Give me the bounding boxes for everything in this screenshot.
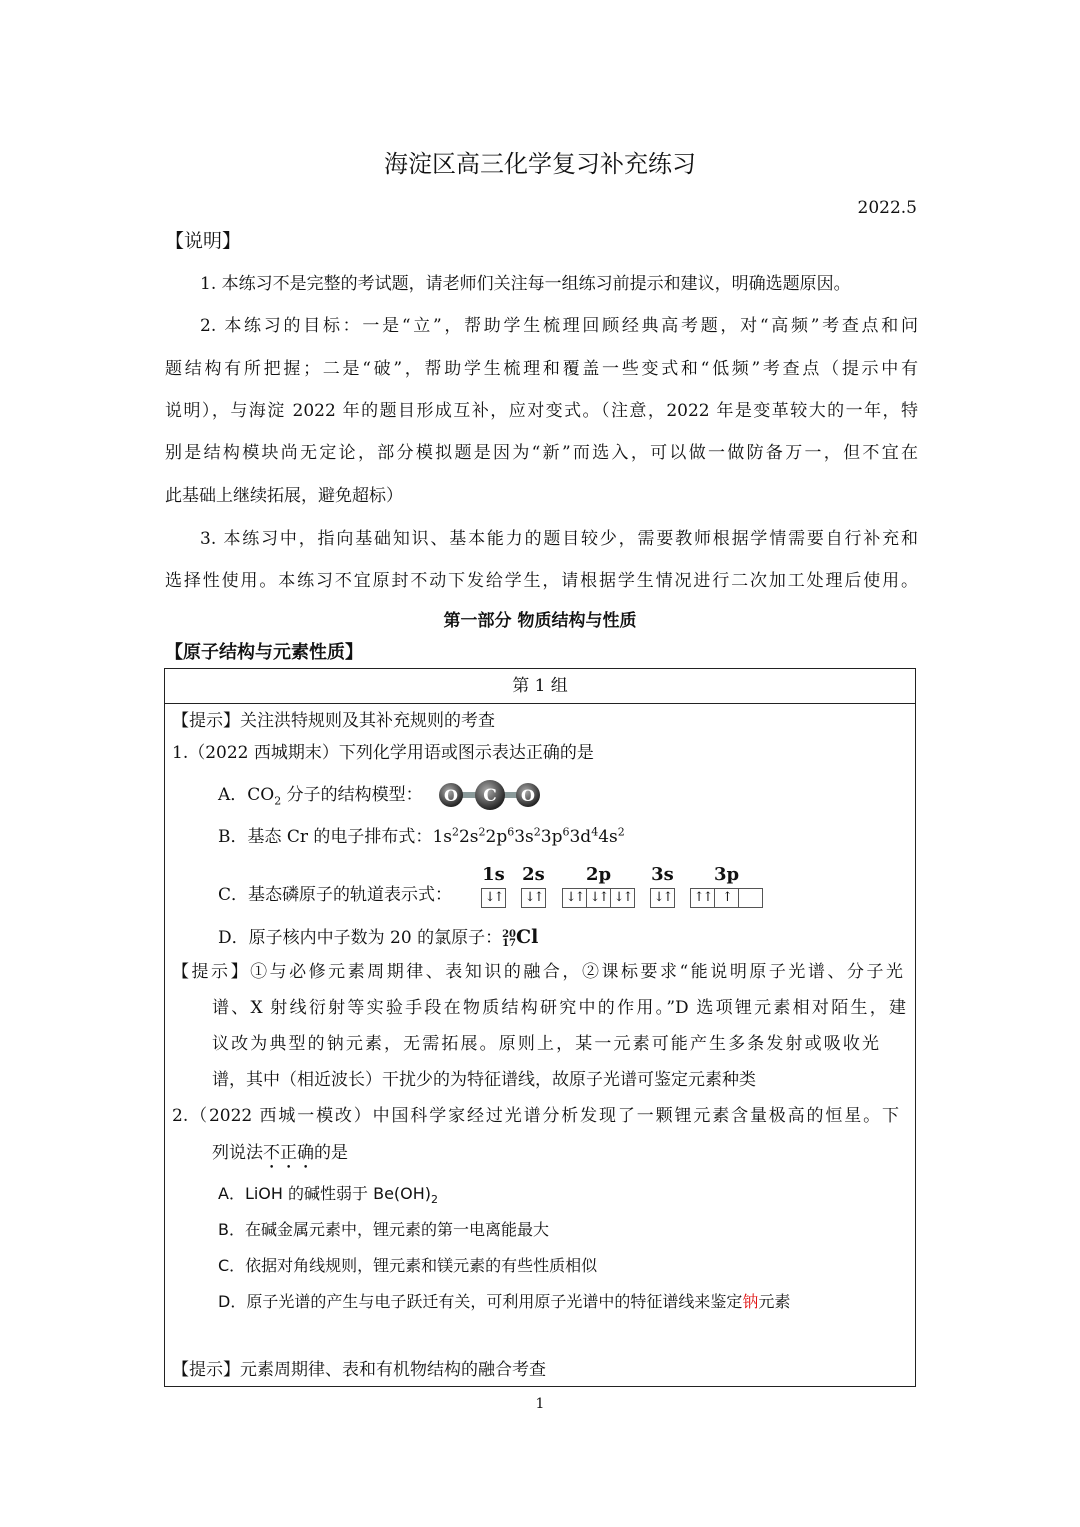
hint-line: 议改为典型的钠元素，无需拓展。原则上，某一元素可能产生多条发射或吸收光 (212, 1034, 879, 1054)
orbital-box: ↓↑ (610, 888, 635, 908)
part-heading: 第一部分 物质结构与性质 (443, 611, 637, 631)
co2-model-image (436, 779, 546, 811)
orbital-box (738, 888, 763, 908)
orbital-label: 3s (651, 864, 674, 885)
subshell: 1s (432, 827, 452, 847)
orbital-group (563, 888, 635, 908)
electron-count: 6 (562, 825, 570, 839)
option-b: B．在碱金属元素中，锂元素的第一电离能最大 (218, 1220, 549, 1239)
hint: 【提示】元素周期律、表和有机物结构的融合考查 (172, 1360, 546, 1380)
subshell: 3s (514, 827, 534, 847)
subshell: 3p (540, 827, 563, 847)
atom-label: O (444, 786, 458, 805)
question-stem: 1.（2022 西城期末）下列化学用语或图示表达正确的是 (172, 743, 594, 763)
note-line: 1. 本练习不是完整的考试题，请老师们关注每一组练习前提示和建议，明确选题原因。 (200, 274, 851, 294)
group-label: 第 1 组 (165, 669, 915, 704)
orbital-label: 3p (713, 864, 740, 885)
orbital-box: ↓↑ (650, 888, 675, 908)
orbital-group (482, 888, 506, 908)
orbital-group (691, 888, 763, 908)
note-line: 说明），与海淀 2022 年的题目形成互补，应对变式。（注意，2022 年是变革较大的一年，特 (165, 401, 918, 421)
orbital-box: ↓↑ (586, 888, 611, 908)
note-line: 3. 本练习中，指向基础知识、基本能力的题目较少，需要教师根据学情需要自行补充和 (200, 529, 918, 549)
orbital-box: ↓↑ (521, 888, 546, 908)
note-line: 选择性使用。本练习不宜原封不动下发给学生，请根据学生情况进行二次加工处理后使用。 (165, 571, 918, 591)
orbital-box: ↑ (714, 888, 739, 908)
orbital-box: ↓↑ (562, 888, 587, 908)
option-a: A．$CO_2$ 分子的结构模型： (218, 785, 423, 808)
atom-label: C (483, 786, 497, 806)
option-d: D．原子核内中子数为 20 的氯原子：20 17Cl (218, 926, 539, 949)
question-stem: 2.（2022 西城一模改）中国科学家经过光谱分析发现了一颗锂元素含量极高的恒星。下 (172, 1106, 899, 1126)
document-title: 海淀区高三化学复习补充练习 (384, 150, 696, 178)
orbital-label: 2s (522, 864, 545, 885)
date: 2022.5 (857, 198, 917, 218)
group-table (164, 668, 916, 1387)
note-line: 题结构有所把握；二是“破”，帮助学生梳理和覆盖一些变式和“低频”考查点（提示中有 (165, 359, 918, 379)
subshell: 3d (569, 827, 592, 847)
page-number: 1 (535, 1396, 545, 1412)
note-line: 此基础上继续拓展，避免超标） (165, 486, 403, 506)
electron-config (432, 827, 624, 847)
hint-line: 谱，其中（相近波长）干扰少的为特征谱线，故原子光谱可鉴定元素种类 (212, 1070, 756, 1090)
note-line: 别是结构模块尚无定论，部分模拟题是因为“新”而选入，可以做一做防备万一，但不宜在 (165, 443, 918, 463)
option-c: C．基态磷原子的轨道表示式： (218, 885, 453, 905)
question-stem-cont: 列说法不正确的是 (212, 1143, 348, 1163)
electron-count: 2 (533, 825, 541, 839)
atom-label: O (521, 786, 535, 805)
subshell: 2p (485, 827, 508, 847)
hint: 【提示】关注洪特规则及其补充规则的考查 (172, 711, 495, 731)
orbital-label: 1s (482, 864, 505, 885)
orbital-group (522, 888, 546, 908)
electron-count: 2 (617, 825, 625, 839)
electron-count: 2 (451, 825, 459, 839)
note-heading: 【说明】 (165, 230, 242, 252)
option-c: C．依据对角线规则，锂元素和镁元素的有些性质相似 (218, 1256, 598, 1275)
electron-count: 4 (591, 825, 599, 839)
orbital-box: ↓↑ (481, 888, 506, 908)
orbital-box: ↑↑ (690, 888, 715, 908)
section-heading: 【原子结构与元素性质】 (165, 642, 363, 663)
option-a: A．LiOH 的碱性弱于 $Be(OH)_2$ (218, 1184, 439, 1207)
hint-line: 谱、X 射线衍射等实验手段在物质结构研究中的作用。”D 选项锂元素相对陌生，建 (212, 998, 906, 1018)
subshell: 4s (598, 827, 618, 847)
orbital-group (651, 888, 675, 908)
note-line: 2. 本练习的目标：一是“立”，帮助学生梳理回顾经典高考题，对“高频”考查点和问 (200, 316, 918, 336)
orbital-label: 2p (585, 864, 612, 885)
option-b: B．基态 Cr 的电子排布式：$1s^22s^22p^63s^23p^63d^44s^2$ (218, 825, 625, 847)
subshell: 2s (458, 827, 479, 847)
option-d: D．原子光谱的产生与电子跃迁有关，可利用原子光谱中的特征谱线来鉴定钠元素 (218, 1292, 791, 1311)
hint-line: 【提示】①与必修元素周期律、表知识的融合，②课标要求“能说明原子光谱、分子光 (172, 962, 903, 982)
electron-count: 6 (507, 825, 515, 839)
electron-count: 2 (478, 825, 486, 839)
